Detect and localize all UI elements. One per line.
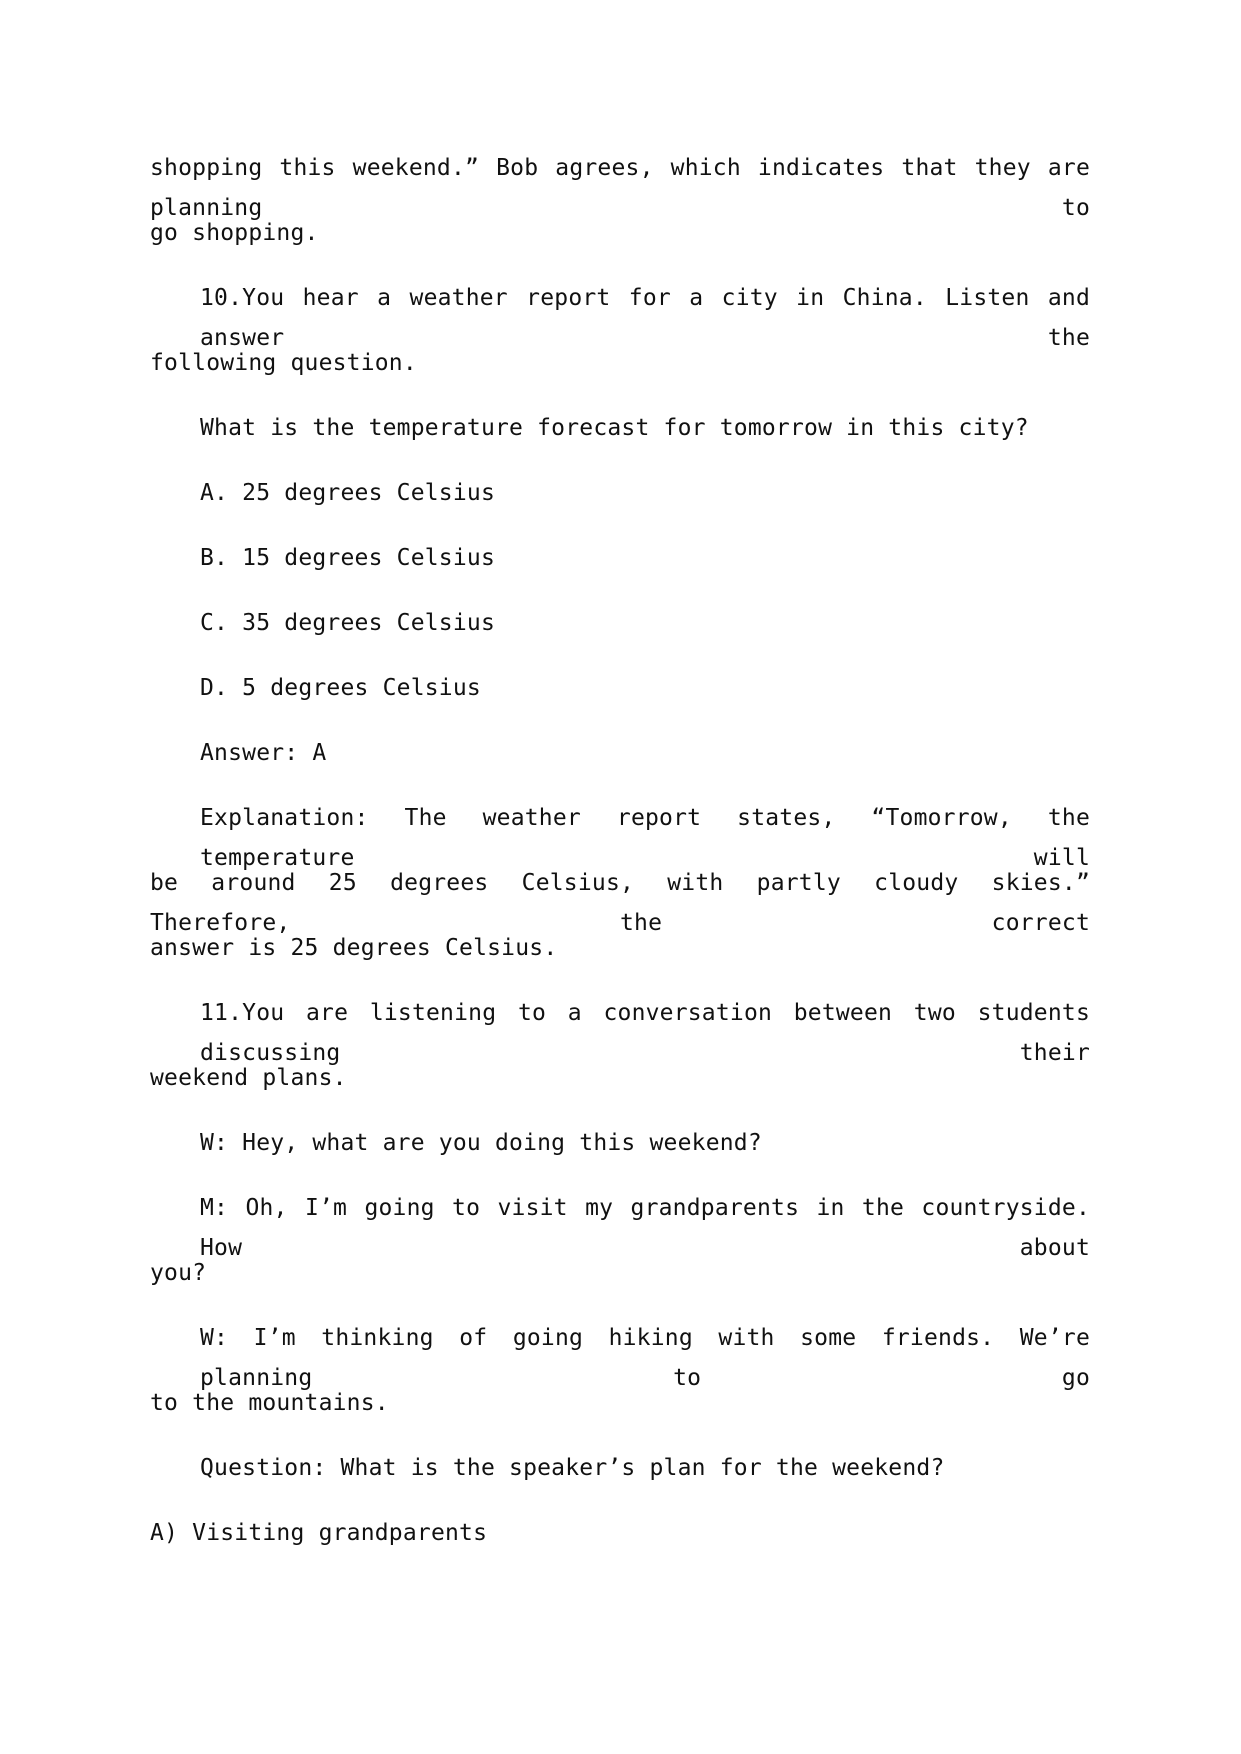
option-d: D. 5 degrees Celsius (200, 675, 481, 701)
dialogue-line: M: Oh, I’m going to visit my grandparents in the countryside. How about (200, 1195, 1090, 1261)
question-10-prompt: What is the temperature forecast for tomorrow in this city? (200, 415, 1029, 441)
text-line: be around 25 degrees Celsius, with partly cloudy skies.” Therefore, the correct (150, 870, 1090, 936)
option-b: B. 15 degrees Celsius (200, 545, 495, 571)
text-line: you? (150, 1260, 207, 1286)
answer-line: Answer: A (200, 740, 327, 766)
option-c: C. 35 degrees Celsius (200, 610, 495, 636)
text-line: following question. (150, 350, 417, 376)
text-line: weekend plans. (150, 1065, 347, 1091)
dialogue-line: W: I’m thinking of going hiking with some friends. We’re planning to go (200, 1325, 1090, 1391)
dialogue-line: W: Hey, what are you doing this weekend? (200, 1130, 762, 1156)
option-a: A. 25 degrees Celsius (200, 480, 495, 506)
explanation-line: Explanation: The weather report states, “Tomorrow, the temperature will (200, 805, 1090, 871)
option-a: A) Visiting grandparents (150, 1520, 488, 1546)
text-line: to the mountains. (150, 1390, 389, 1416)
text-line: answer is 25 degrees Celsius. (150, 935, 558, 961)
text-line: go shopping. (150, 220, 319, 246)
question-11-stem: 11.You are listening to a conversation between two students discussing their (200, 1000, 1090, 1066)
question-11-prompt: Question: What is the speaker’s plan for the weekend? (200, 1455, 945, 1481)
document-body (150, 148, 1090, 1578)
question-10-stem: 10.You hear a weather report for a city in China. Listen and answer the (200, 285, 1090, 351)
text-line: shopping this weekend.” Bob agrees, which indicates that they are planning to (150, 155, 1090, 221)
